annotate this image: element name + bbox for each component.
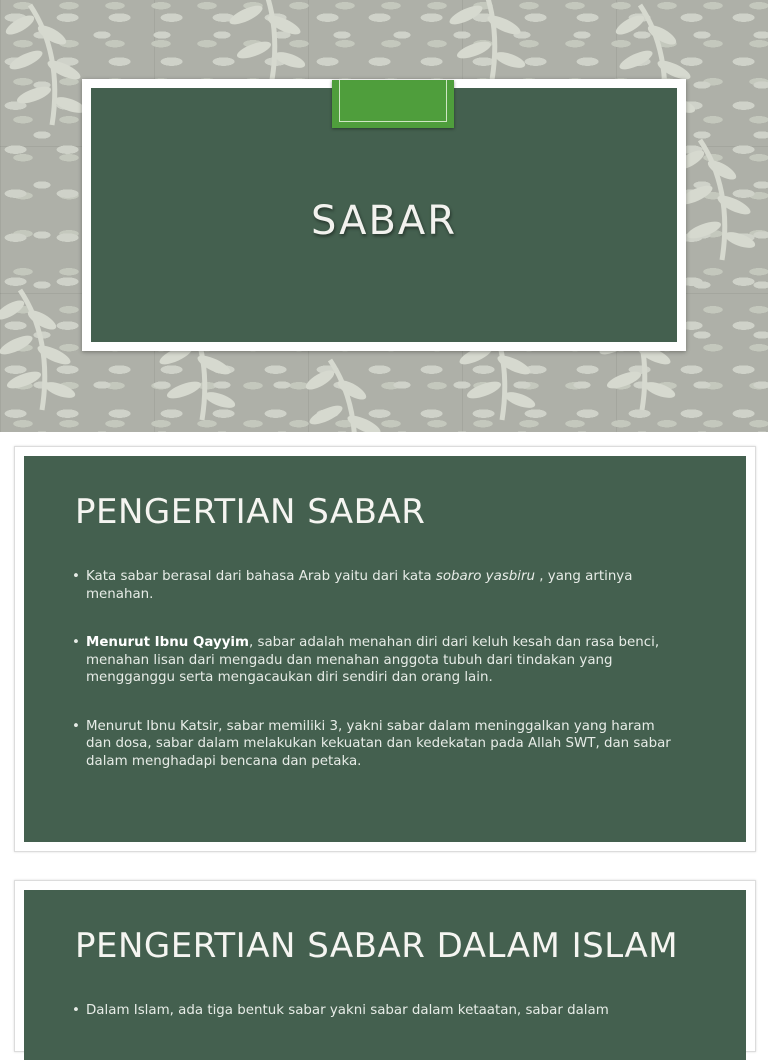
- bullet-item: [72, 718, 672, 771]
- bullet-text: Dalam Islam, ada tiga bentuk sabar yakni sabar dalam ketaatan, sabar dalam: [86, 1003, 609, 1018]
- bullet-text-tail: , yang artinya menahan.: [86, 569, 633, 602]
- bullet-text: Kata sabar berasal dari bahasa Arab yaitu dari kata: [86, 569, 436, 584]
- bullet-item: [72, 1002, 672, 1020]
- title-accent-tab: [332, 80, 454, 128]
- bullet-text-tail: , sabar adalah menahan diri dari keluh kesah dan rasa benci, menahan lisan dari mengadu dan menahan anggota tubuh dari tindakan yang mengganggu serta mengacaukan diri sendiri dan orang lain.: [86, 635, 660, 685]
- bullet-marker: •: [72, 718, 80, 734]
- bullet-strong: Menurut Ibnu Qayyim: [86, 635, 249, 650]
- bullet-text: Menurut Ibnu Katsir, sabar memiliki 3, yakni sabar dalam meninggalkan yang haram dan dosa, sabar dalam melakukan kekuatan dan kedekatan pada Allah SWT, dan sabar dalam menghadapi bencana dan petaka.: [86, 718, 671, 769]
- slide-title: SABAR: [310, 198, 458, 244]
- title-panel: [91, 88, 677, 342]
- slide-pengertian-sabar-dalam-islam: [14, 880, 756, 1052]
- title-frame: [82, 79, 686, 351]
- title-accent-tab-inner: [339, 80, 447, 122]
- bullet-list: [72, 568, 672, 801]
- slide-panel: [24, 890, 746, 1060]
- bullet-marker: •: [72, 635, 80, 650]
- bullet-emphasis: sobaro yasbiru: [435, 569, 535, 584]
- slide-heading: PENGERTIAN SABAR: [75, 492, 426, 532]
- bullet-marker: •: [72, 1003, 80, 1018]
- bullet-list: [72, 1002, 672, 1051]
- slide-panel: [24, 456, 746, 842]
- bullet-item: [72, 634, 672, 687]
- bullet-marker: •: [72, 569, 80, 584]
- title-slide: [0, 0, 768, 432]
- slide-heading: PENGERTIAN SABAR DALAM ISLAM: [75, 926, 679, 966]
- slide-pengertian-sabar: [14, 446, 756, 852]
- bullet-item: [72, 568, 672, 603]
